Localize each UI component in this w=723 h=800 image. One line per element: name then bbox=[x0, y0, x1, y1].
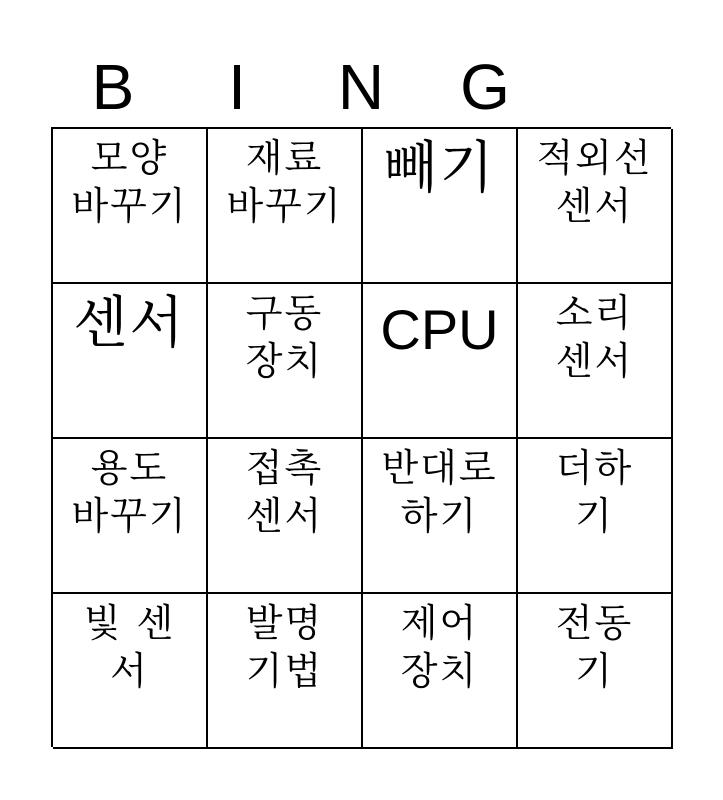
cell-label: 용도 바꾸기 bbox=[71, 446, 188, 538]
cell-label: 전동 기 bbox=[555, 601, 634, 693]
cell-label: 더하 기 bbox=[555, 446, 634, 538]
bingo-cell[interactable] bbox=[518, 284, 673, 439]
cell-label: 센서 bbox=[73, 291, 186, 356]
cell-label: 빼기 bbox=[383, 136, 496, 201]
bingo-cell[interactable] bbox=[363, 439, 518, 594]
bingo-cell[interactable] bbox=[518, 129, 673, 284]
bingo-cell[interactable] bbox=[53, 439, 208, 594]
bingo-header bbox=[51, 48, 671, 126]
header-letter-g: G bbox=[460, 51, 510, 123]
header-letter-n: N bbox=[337, 51, 385, 123]
bingo-cell[interactable] bbox=[208, 439, 363, 594]
bingo-cell[interactable] bbox=[53, 594, 208, 749]
bingo-cell[interactable] bbox=[208, 129, 363, 284]
cell-label: 접촉 센서 bbox=[245, 446, 324, 538]
header-letter-b: B bbox=[91, 51, 135, 123]
cell-label: 반대로 하기 bbox=[381, 446, 498, 538]
bingo-grid bbox=[51, 127, 671, 747]
bingo-cell[interactable] bbox=[208, 284, 363, 439]
bingo-cell[interactable] bbox=[53, 284, 208, 439]
cell-label: 빛 센 서 bbox=[83, 601, 176, 693]
bingo-cell[interactable] bbox=[53, 129, 208, 284]
bingo-cell[interactable] bbox=[518, 594, 673, 749]
bingo-cell[interactable] bbox=[363, 594, 518, 749]
bingo-cell[interactable] bbox=[208, 594, 363, 749]
bingo-cell[interactable] bbox=[363, 129, 518, 284]
cell-label: 소리 센서 bbox=[555, 291, 634, 383]
bingo-cell[interactable] bbox=[518, 439, 673, 594]
cell-label: 구동 장치 bbox=[245, 291, 324, 383]
cell-label: 발명 기법 bbox=[245, 601, 324, 693]
bingo-cell[interactable] bbox=[363, 284, 518, 439]
cell-label: 재료 바꾸기 bbox=[226, 136, 343, 228]
cell-label: 모양 바꾸기 bbox=[71, 136, 188, 228]
cell-label: 적외선 센서 bbox=[536, 136, 653, 228]
cell-label: CPU bbox=[380, 298, 499, 361]
cell-label: 제어 장치 bbox=[400, 601, 479, 693]
header-letter-i: I bbox=[228, 51, 246, 123]
